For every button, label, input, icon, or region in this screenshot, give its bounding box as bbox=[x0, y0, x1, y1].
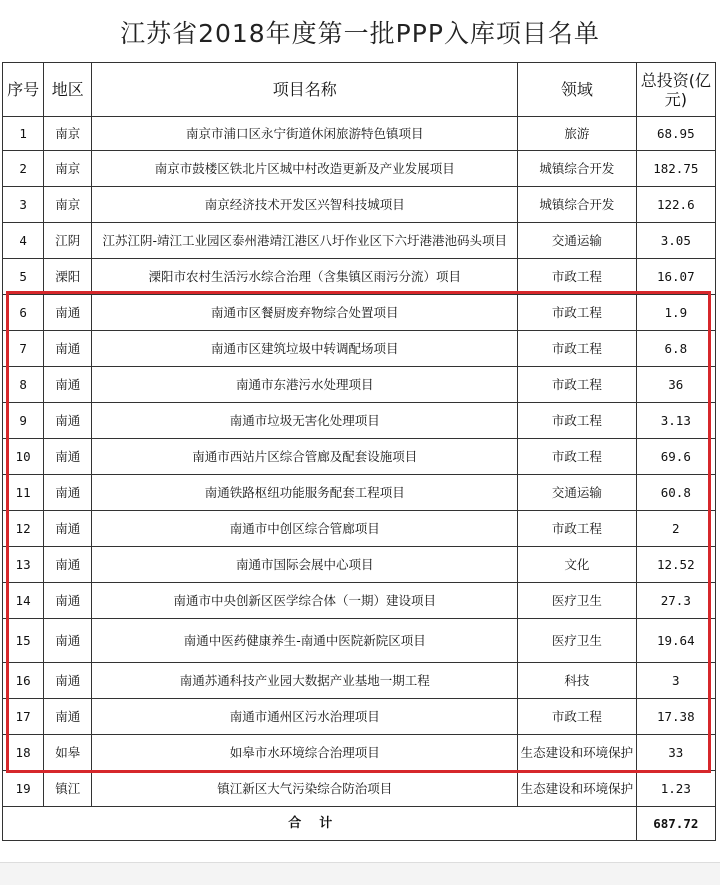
cell-area: 南通 bbox=[44, 295, 92, 331]
cell-investment: 3.13 bbox=[636, 403, 715, 439]
table-row bbox=[3, 223, 716, 259]
table-row bbox=[3, 475, 716, 511]
cell-no: 4 bbox=[3, 223, 44, 259]
table-row bbox=[3, 259, 716, 295]
cell-no: 2 bbox=[3, 151, 44, 187]
cell-name: 如皋市水环境综合治理项目 bbox=[92, 735, 518, 771]
cell-field: 市政工程 bbox=[518, 439, 636, 475]
cell-no: 13 bbox=[3, 547, 44, 583]
cell-field: 医疗卫生 bbox=[518, 583, 636, 619]
cell-field: 旅游 bbox=[518, 117, 636, 151]
cell-field: 城镇综合开发 bbox=[518, 187, 636, 223]
cell-area: 南通 bbox=[44, 619, 92, 663]
cell-name: 南通市西站片区综合管廊及配套设施项目 bbox=[92, 439, 518, 475]
table-row bbox=[3, 403, 716, 439]
cell-investment: 182.75 bbox=[636, 151, 715, 187]
cell-investment: 122.6 bbox=[636, 187, 715, 223]
table-row bbox=[3, 187, 716, 223]
cell-investment: 68.95 bbox=[636, 117, 715, 151]
cell-field: 市政工程 bbox=[518, 511, 636, 547]
table-header-row bbox=[3, 63, 716, 117]
cell-name: 南通市区建筑垃圾中转调配场项目 bbox=[92, 331, 518, 367]
table-row bbox=[3, 117, 716, 151]
table-row bbox=[3, 699, 716, 735]
cell-area: 江阴 bbox=[44, 223, 92, 259]
project-table bbox=[2, 62, 716, 841]
cell-field: 医疗卫生 bbox=[518, 619, 636, 663]
cell-area: 南通 bbox=[44, 403, 92, 439]
cell-field: 交通运输 bbox=[518, 475, 636, 511]
cell-name: 江苏江阴-靖江工业园区泰州港靖江港区八圩作业区下六圩港港池码头项目 bbox=[92, 223, 518, 259]
cell-investment: 3.05 bbox=[636, 223, 715, 259]
table-row bbox=[3, 295, 716, 331]
cell-area: 南通 bbox=[44, 511, 92, 547]
table-row bbox=[3, 439, 716, 475]
cell-area: 南京 bbox=[44, 151, 92, 187]
cell-area: 南通 bbox=[44, 663, 92, 699]
cell-investment: 3 bbox=[636, 663, 715, 699]
table-row bbox=[3, 771, 716, 807]
cell-area: 南通 bbox=[44, 583, 92, 619]
document-title: 江苏省2018年度第一批PPP入库项目名单 bbox=[120, 19, 600, 48]
cell-no: 16 bbox=[3, 663, 44, 699]
cell-area: 南通 bbox=[44, 331, 92, 367]
cell-name: 溧阳市农村生活污水综合治理（含集镇区雨污分流）项目 bbox=[92, 259, 518, 295]
cell-name: 南通中医药健康养生-南通中医院新院区项目 bbox=[92, 619, 518, 663]
cell-investment: 16.07 bbox=[636, 259, 715, 295]
cell-no: 6 bbox=[3, 295, 44, 331]
cell-investment: 33 bbox=[636, 735, 715, 771]
header-investment: 总投资(亿元) bbox=[636, 63, 715, 117]
cell-investment: 60.8 bbox=[636, 475, 715, 511]
cell-investment: 1.23 bbox=[636, 771, 715, 807]
cell-investment: 12.52 bbox=[636, 547, 715, 583]
table-row bbox=[3, 511, 716, 547]
cell-field: 市政工程 bbox=[518, 367, 636, 403]
cell-name: 南京经济技术开发区兴智科技城项目 bbox=[92, 187, 518, 223]
cell-name: 镇江新区大气污染综合防治项目 bbox=[92, 771, 518, 807]
cell-no: 17 bbox=[3, 699, 44, 735]
cell-area: 如皋 bbox=[44, 735, 92, 771]
cell-name: 南通市中创区综合管廊项目 bbox=[92, 511, 518, 547]
cell-field: 交通运输 bbox=[518, 223, 636, 259]
table-row bbox=[3, 663, 716, 699]
cell-area: 南京 bbox=[44, 117, 92, 151]
cell-no: 1 bbox=[3, 117, 44, 151]
cell-name: 南通市东港污水处理项目 bbox=[92, 367, 518, 403]
cell-name: 南京市鼓楼区铁北片区城中村改造更新及产业发展项目 bbox=[92, 151, 518, 187]
table-row bbox=[3, 619, 716, 663]
header-name: 项目名称 bbox=[92, 63, 518, 117]
table-row bbox=[3, 367, 716, 403]
cell-field: 市政工程 bbox=[518, 295, 636, 331]
cell-field: 城镇综合开发 bbox=[518, 151, 636, 187]
cell-field: 市政工程 bbox=[518, 331, 636, 367]
cell-no: 19 bbox=[3, 771, 44, 807]
table-body bbox=[3, 117, 716, 807]
total-label: 合计 bbox=[3, 807, 637, 841]
table-row bbox=[3, 331, 716, 367]
cell-no: 14 bbox=[3, 583, 44, 619]
cell-investment: 2 bbox=[636, 511, 715, 547]
cell-name: 南通市通州区污水治理项目 bbox=[92, 699, 518, 735]
cell-no: 5 bbox=[3, 259, 44, 295]
cell-no: 18 bbox=[3, 735, 44, 771]
table-row bbox=[3, 547, 716, 583]
cell-investment: 36 bbox=[636, 367, 715, 403]
cell-name: 南通市中央创新区医学综合体（一期）建设项目 bbox=[92, 583, 518, 619]
cell-field: 文化 bbox=[518, 547, 636, 583]
table-row bbox=[3, 583, 716, 619]
cell-field: 市政工程 bbox=[518, 403, 636, 439]
cell-area: 镇江 bbox=[44, 771, 92, 807]
table-row bbox=[3, 151, 716, 187]
cell-area: 南京 bbox=[44, 187, 92, 223]
total-row bbox=[3, 807, 716, 841]
cell-field: 生态建设和环境保护 bbox=[518, 735, 636, 771]
cell-no: 11 bbox=[3, 475, 44, 511]
cell-name: 南通铁路枢纽功能服务配套工程项目 bbox=[92, 475, 518, 511]
cell-investment: 6.8 bbox=[636, 331, 715, 367]
total-value: 687.72 bbox=[636, 807, 715, 841]
cell-investment: 69.6 bbox=[636, 439, 715, 475]
cell-name: 南通市垃圾无害化处理项目 bbox=[92, 403, 518, 439]
cell-area: 南通 bbox=[44, 547, 92, 583]
cell-name: 南京市浦口区永宁街道休闲旅游特色镇项目 bbox=[92, 117, 518, 151]
cell-name: 南通苏通科技产业园大数据产业基地一期工程 bbox=[92, 663, 518, 699]
cell-no: 3 bbox=[3, 187, 44, 223]
cell-investment: 27.3 bbox=[636, 583, 715, 619]
cell-no: 9 bbox=[3, 403, 44, 439]
cell-no: 8 bbox=[3, 367, 44, 403]
cell-field: 科技 bbox=[518, 663, 636, 699]
cell-area: 南通 bbox=[44, 475, 92, 511]
cell-field: 市政工程 bbox=[518, 699, 636, 735]
cell-no: 10 bbox=[3, 439, 44, 475]
cell-area: 南通 bbox=[44, 439, 92, 475]
cell-field: 生态建设和环境保护 bbox=[518, 771, 636, 807]
cell-field: 市政工程 bbox=[518, 259, 636, 295]
cell-no: 7 bbox=[3, 331, 44, 367]
cell-no: 12 bbox=[3, 511, 44, 547]
cell-name: 南通市区餐厨废弃物综合处置项目 bbox=[92, 295, 518, 331]
cell-name: 南通市国际会展中心项目 bbox=[92, 547, 518, 583]
sheet-gridline-strip bbox=[0, 862, 720, 885]
cell-no: 15 bbox=[3, 619, 44, 663]
header-field: 领域 bbox=[518, 63, 636, 117]
cell-area: 南通 bbox=[44, 699, 92, 735]
cell-area: 溧阳 bbox=[44, 259, 92, 295]
cell-area: 南通 bbox=[44, 367, 92, 403]
cell-investment: 17.38 bbox=[636, 699, 715, 735]
header-area: 地区 bbox=[44, 63, 92, 117]
cell-investment: 1.9 bbox=[636, 295, 715, 331]
header-no: 序号 bbox=[3, 63, 44, 117]
table-row bbox=[3, 735, 716, 771]
cell-investment: 19.64 bbox=[636, 619, 715, 663]
